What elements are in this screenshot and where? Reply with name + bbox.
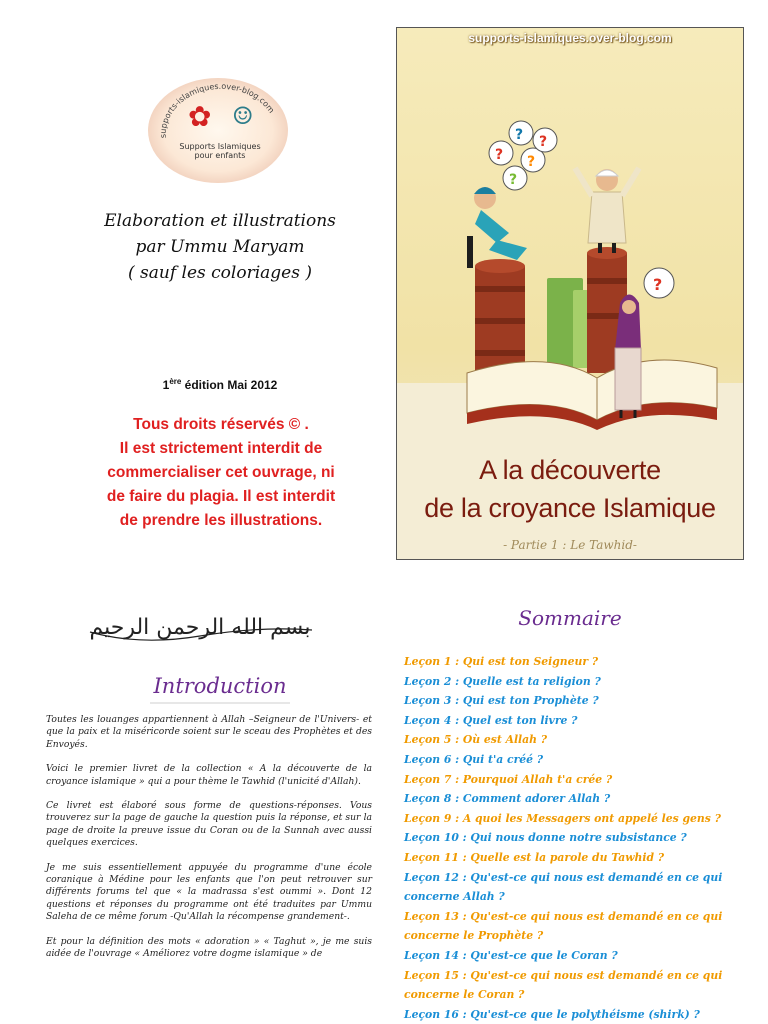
svg-text:?: ?	[539, 134, 548, 150]
copyright-line: Il est strictement interdit de	[119, 440, 323, 457]
credits-line: ( sauf les coloriages )	[128, 263, 312, 283]
toc-item: Leçon 13 : Qu'est-ce qui nous est demandé en ce qui	[404, 909, 723, 923]
credits-line: par Ummu Maryam	[135, 237, 305, 257]
svg-text:?: ?	[653, 275, 663, 294]
logo-arc-text	[148, 78, 288, 183]
svg-text:?: ?	[527, 154, 536, 170]
copyright-line: de faire du plagia. Il est interdit	[106, 488, 336, 505]
credits-block	[60, 208, 380, 286]
basmala-graphic	[80, 596, 320, 652]
basmala-text: بسم الله الرحمن الرحيم	[89, 615, 311, 640]
site-logo	[148, 78, 288, 183]
toc-item: concerne le Prophète ?	[404, 929, 544, 943]
toc-item: Leçon 12 : Qu'est-ce qui nous est demandé en ce qui	[404, 870, 723, 884]
introduction-paragraph: Je me suis essentiellement appuyée du programme d'une école coranique à Médine pour les enfants que l'on peut retrouver sur différents forums tel que « la madrassa s'est oummi ». Dont 12 questions et réponses du programme ont été traduites par Ummu Saleha de ce même forum -Qu'Allah la récompense grandement-.	[46, 861, 372, 923]
logo-subtitle: Supports Islamiques pour enfants	[179, 142, 261, 160]
edition-ordinal-suffix: ère	[169, 377, 182, 386]
toc-item: Leçon 2 : Quelle est ta religion ?	[404, 674, 601, 688]
introduction-paragraph: Ce livret est élaboré sous forme de questions-réponses. Vous trouverez sur la page de gauche la question puis la réponse, et sur la page de droite la preuve issue du Coran ou de la Sunnah avec aussi quelques exercices.	[46, 800, 372, 849]
svg-text:supports-islamiques.over-blog.	[159, 82, 276, 139]
cover-title	[397, 451, 743, 527]
toc-item: Leçon 5 : Où est Allah ?	[404, 733, 548, 747]
cover-title-line: de la croyance Islamique	[424, 493, 716, 523]
cover-subtitle: - Partie 1 : Le Tawhid-	[503, 538, 637, 552]
toc-item: Leçon 7 : Pourquoi Allah t'a crée ?	[404, 772, 613, 786]
toc-item: concerne Allah ?	[404, 890, 505, 904]
logo-text: supports-islamiques.over-blog.com	[158, 81, 277, 139]
edition-text: édition Mai 2012	[181, 378, 278, 392]
toc-item: Leçon 9 : A quoi les Messagers ont appelé les gens ?	[404, 811, 721, 825]
introduction-body	[46, 714, 372, 973]
cover-title-line: A la découverte	[479, 455, 661, 485]
toc-item: Leçon 6 : Qui t'a créé ?	[404, 752, 544, 766]
introduction-title: Introduction	[153, 674, 287, 698]
svg-text:?: ?	[495, 147, 504, 163]
flower-icon: ✿	[188, 100, 212, 133]
svg-text:?: ?	[515, 127, 524, 143]
toc-item: Leçon 10 : Qui nous donne notre subsistance ?	[404, 831, 687, 845]
copyright-line: Tous droits réservés © .	[133, 416, 309, 433]
toc-item: Leçon 3 : Qui est ton Prophète ?	[404, 694, 599, 708]
table-of-contents	[404, 652, 744, 1024]
basmala-calligraphy	[80, 596, 320, 652]
copyright-line: de prendre les illustrations.	[119, 512, 323, 529]
book-cover	[396, 27, 744, 560]
introduction-paragraph: Et pour la définition des mots « adoration » « Taghut », je me suis aidée de l'ouvrage « Améliorez votre dogme islamique » de	[46, 935, 372, 960]
girl-figure-icon: ☺	[232, 102, 254, 130]
credits-line: Elaboration et illustrations	[104, 211, 336, 231]
toc-item: Leçon 4 : Quel est ton livre ?	[404, 713, 578, 727]
copyright-notice	[66, 413, 376, 533]
cover-url: supports-islamiques.over-blog.com	[468, 31, 672, 45]
toc-item: concerne le Coran ?	[404, 988, 525, 1002]
sommaire-title: Sommaire	[518, 606, 622, 630]
title-underline-ornament	[150, 700, 290, 706]
introduction-paragraph: Voici le premier livret de la collection « A la découverte de la croyance islamique » qui a pour thème le Tawhid (l'unicité d'Allah).	[46, 763, 372, 787]
introduction-paragraph: Toutes les louanges appartiennent à Allah –Seigneur de l'Univers- et que la paix et la miséricorde soient sur le sceau des Prophètes et des Envoyés.	[46, 714, 372, 750]
toc-item: Leçon 8 : Comment adorer Allah ?	[404, 792, 611, 806]
copyright-line: commercialiser cet ouvrage, ni	[107, 464, 335, 481]
toc-item: Leçon 15 : Qu'est-ce qui nous est demandé en ce qui	[404, 968, 723, 982]
toc-item: Leçon 11 : Quelle est la parole du Tawhid ?	[404, 850, 665, 864]
toc-item: Leçon 16 : Qu'est-ce que le polythéisme (shirk) ?	[404, 1007, 700, 1021]
edition-ordinal: 1	[162, 378, 170, 392]
toc-item: Leçon 1 : Qui est ton Seigneur ?	[404, 655, 599, 668]
toc-item: Leçon 14 : Qu'est-ce que le Coran ?	[404, 948, 618, 962]
svg-text:?: ?	[509, 172, 518, 188]
edition-info	[100, 377, 340, 392]
